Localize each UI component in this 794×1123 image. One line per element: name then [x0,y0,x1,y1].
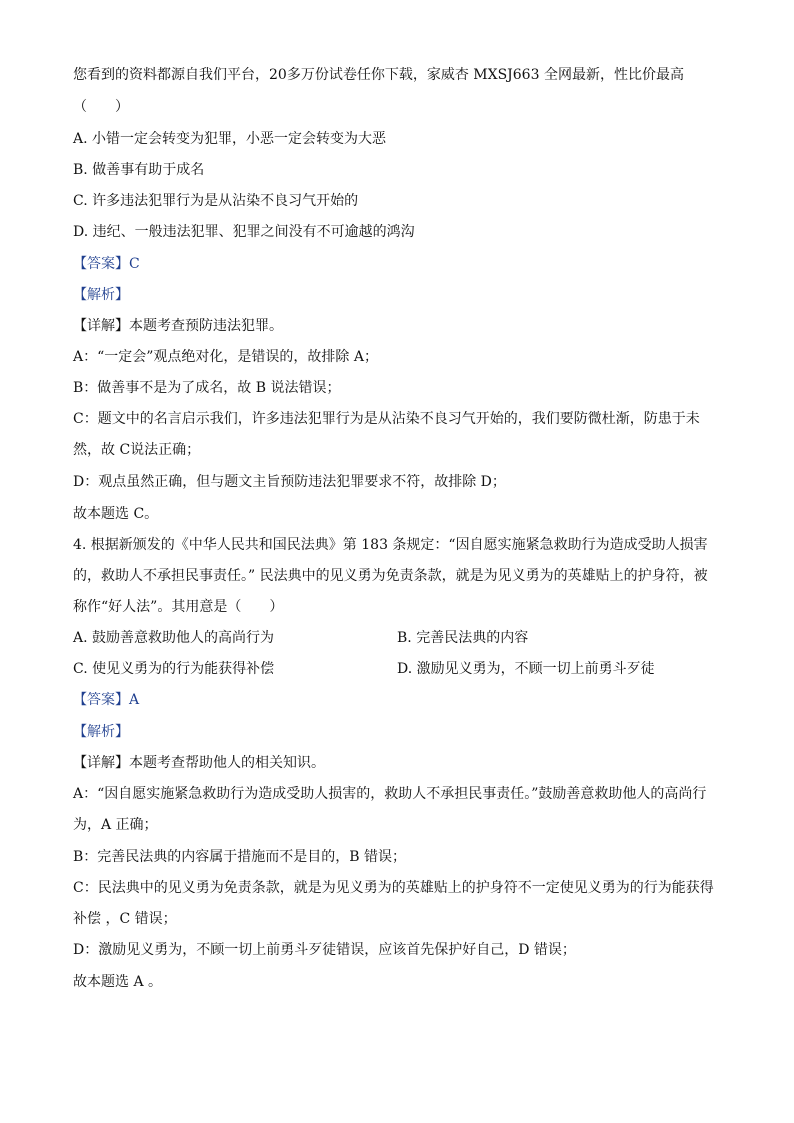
q3-option-a: A. 小错一定会转变为犯罪，小恶一定会转变为大恶 [73,131,387,147]
q4-option-d: D. 激励见义勇为，不顾一切上前勇斗歹徒 [397,661,655,677]
q4-stem-line-3: 称作“好人法”。其用意是（ ） [73,599,284,615]
q3-explanation-d: D：观点虽然正确，但与题文主旨预防违法犯罪要求不符，故排除 D； [73,474,506,490]
q3-option-c: C. 许多违法犯罪行为是从沾染不良习气开始的 [73,193,359,209]
q3-explanation-b: B：做善事不是为了成名，故 B 说法错误； [73,380,341,396]
q3-explanation-c: C：题文中的名言启示我们，许多违法犯罪行为是从沾染不良习气开始的，我们要防微杜渐，防患于未 [73,411,700,427]
q4-answer: 【答案】A [73,692,140,708]
q3-detail: 【详解】本题考查预防违法犯罪。 [73,318,283,334]
q3-answer-blank: （ ） [73,99,129,115]
q4-conclusion: 故本题选 A 。 [73,974,163,990]
q3-option-b: B. 做善事有助于成名 [73,162,205,178]
q4-explanation-d: D：激励见义勇为，不顾一切上前勇斗歹徒错误，应该首先保护好自己，D 错误； [73,942,576,958]
q4-analysis-label: 【解析】 [73,724,129,740]
q3-answer: 【答案】C [73,256,140,272]
header-notice: 您看到的资料都源自我们平台，20多万份试卷任你下载，家威杏 MXSJ663 全网最新，性比价最高 [73,67,684,83]
q4-stem-line-2: 的，救助人不承担民事责任。” 民法典中的见义勇为免责条款，就是为见义勇为的英雄贴上的护身符，被 [73,568,708,584]
q3-explanation-a: A：“一定会”观点绝对化，是错误的，故排除 A； [73,349,378,365]
q4-stem-line-1: 4. 根据新颁发的《中华人民共和国民法典》第 183 条规定：“因自愿实施紧急救助行为造成受助人损害 [73,537,708,553]
q4-explanation-a: A：“因自愿实施紧急救助行为造成受助人损害的，救助人不承担民事责任。”鼓励善意救助他人的高尚行 [73,786,707,802]
q4-option-b: B. 完善民法典的内容 [397,630,529,646]
q4-explanation-c: C：民法典中的见义勇为免责条款，就是为见义勇为的英雄贴上的护身符不一定使见义勇为的行为能获得 [73,880,714,896]
q3-conclusion: 故本题选 C。 [73,506,159,522]
q4-detail: 【详解】本题考查帮助他人的相关知识。 [73,755,325,771]
q3-option-d: D. 违纪、一般违法犯罪、犯罪之间没有不可逾越的鸿沟 [73,224,415,240]
q4-option-a: A. 鼓励善意救助他人的高尚行为 [73,630,275,646]
q3-explanation-c-cont: 然，故 C说法正确； [73,442,201,458]
q4-explanation-a-cont: 为，A 正确； [73,817,158,833]
q4-explanation-c-cont: 补偿 ，C 错误； [73,911,177,927]
q4-explanation-b: B：完善民法典的内容属于措施而不是目的，B 错误； [73,849,407,865]
q4-option-c: C. 使见义勇为的行为能获得补偿 [73,661,275,677]
q3-analysis-label: 【解析】 [73,287,129,303]
